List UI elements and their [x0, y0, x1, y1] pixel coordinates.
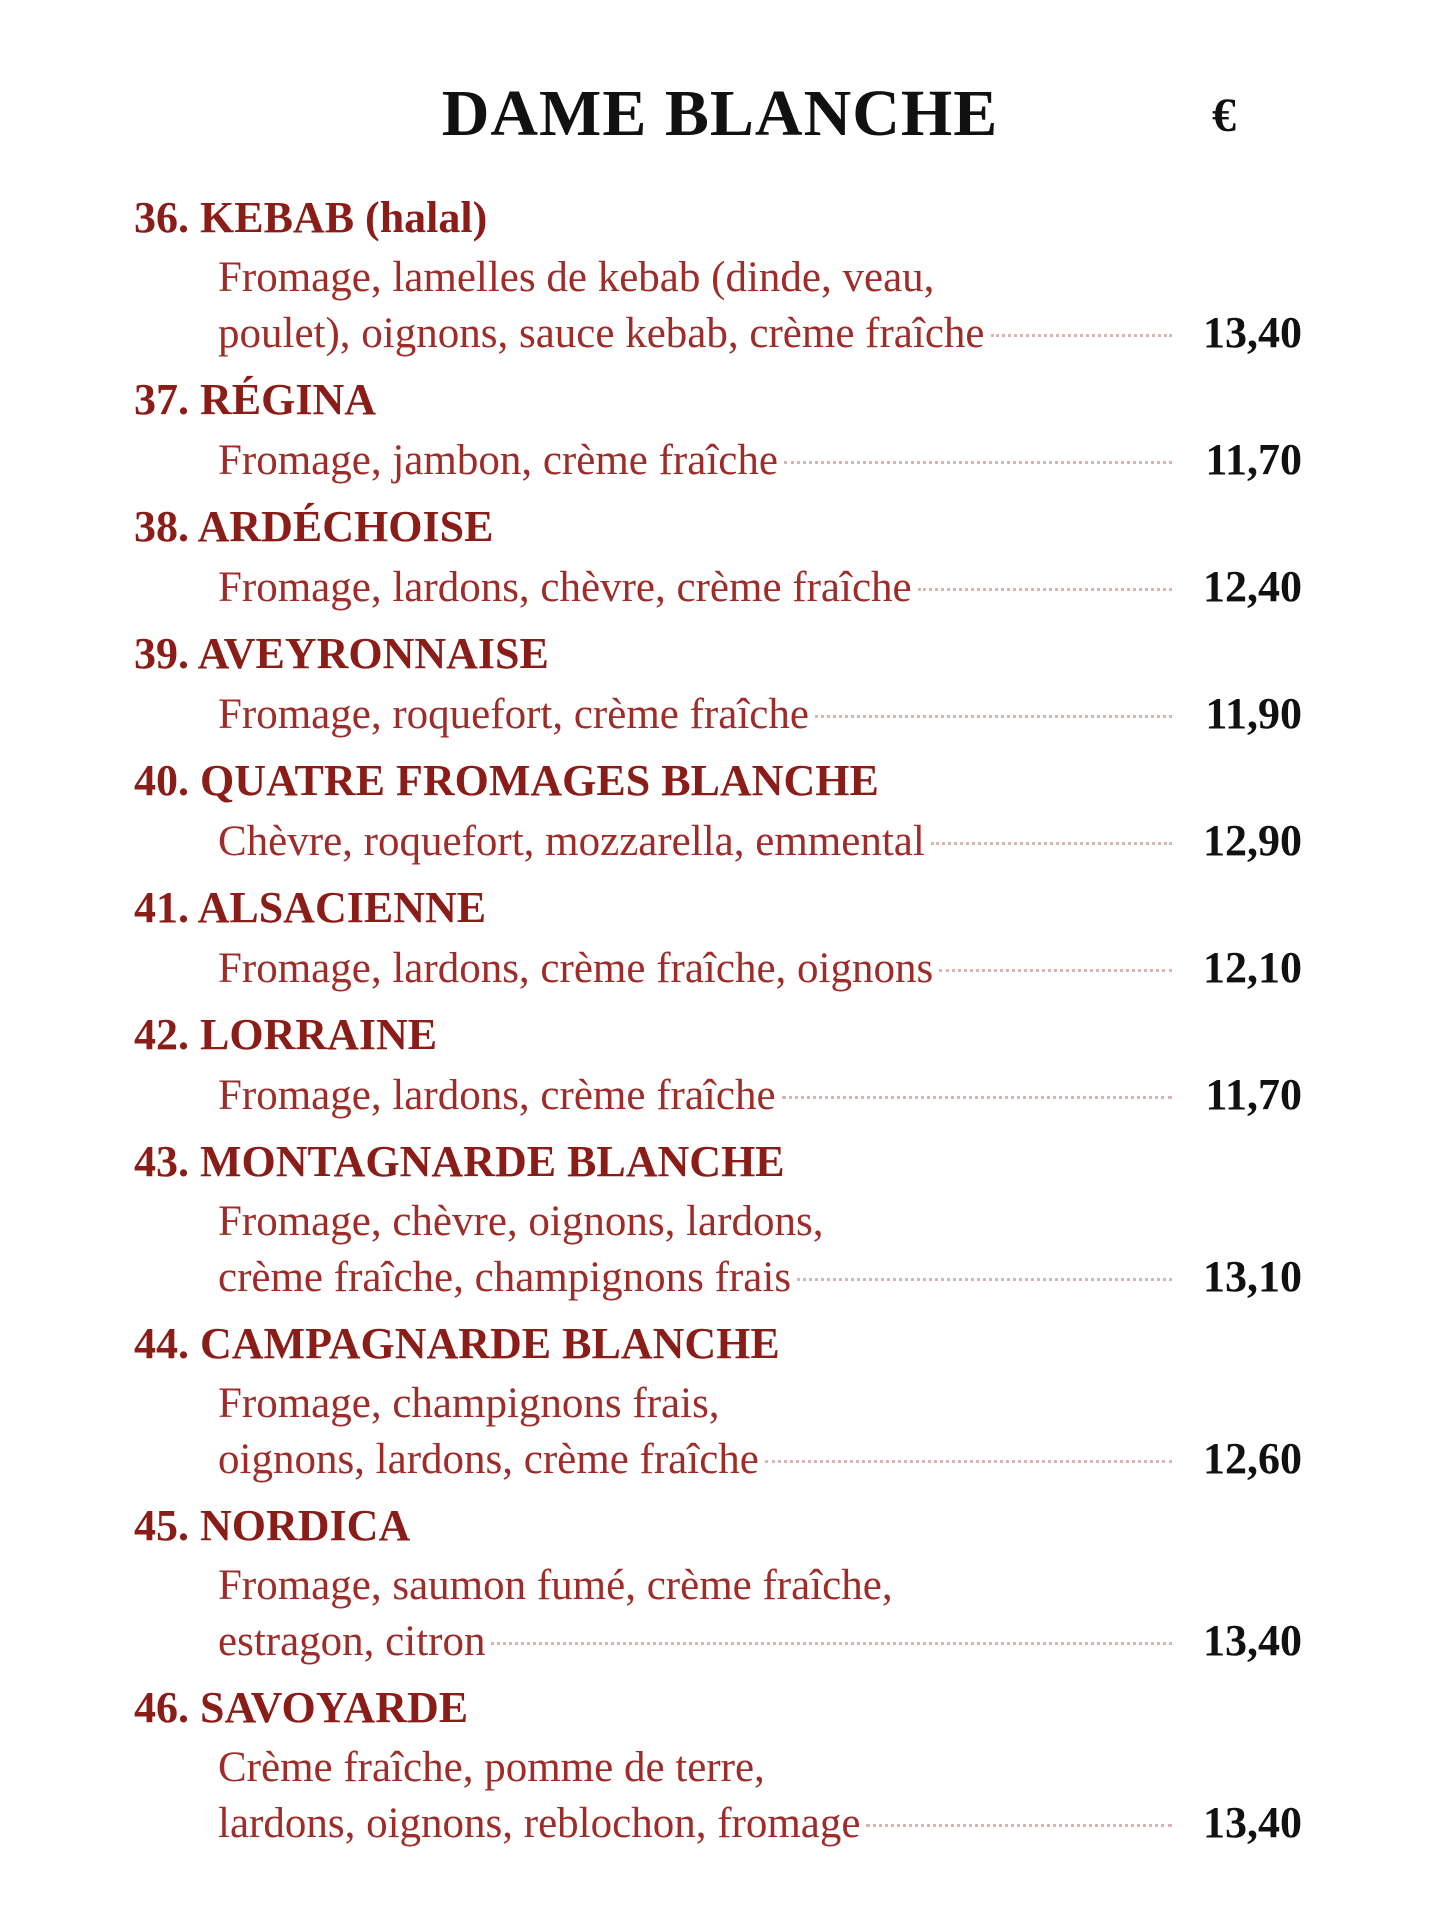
menu-item-price-line — [0, 559, 1302, 614]
menu-item-description-text: Fromage, lardons, crème fraîche, oignons — [218, 945, 934, 992]
menu-item-price: 11,90 — [1205, 689, 1302, 738]
menu-item-name: 40. QUATRE FROMAGES BLANCHE — [134, 756, 879, 805]
dot-leader — [939, 969, 1172, 972]
menu-item-price-line — [0, 813, 1302, 868]
menu-item-name: 37. RÉGINA — [134, 375, 377, 424]
menu-item-name: 43. MONTAGNARDE BLANCHE — [134, 1137, 785, 1186]
menu-item-description-text: poulet), oignons, sauce kebab, crème fraîche — [218, 310, 985, 357]
menu-item-price: 13,40 — [1203, 1798, 1302, 1847]
dot-leader — [918, 588, 1172, 591]
dot-leader — [491, 1642, 1172, 1645]
menu-item-description-text: crème fraîche, champignons frais — [218, 1254, 792, 1301]
menu-item-price-line — [0, 432, 1302, 487]
menu-item-price-line — [0, 305, 1302, 360]
menu-item-name: 44. CAMPAGNARDE BLANCHE — [134, 1319, 780, 1368]
menu-item — [0, 1003, 1440, 1122]
menu-item — [0, 368, 1440, 487]
menu-item-description-text: Chèvre, roquefort, mozzarella, emmental — [218, 818, 925, 865]
dot-leader — [866, 1824, 1172, 1827]
menu-item-name: 36. KEBAB (halal) — [134, 193, 488, 242]
menu-item-price: 11,70 — [1205, 435, 1302, 484]
menu-item-name: 42. LORRAINE — [134, 1010, 438, 1059]
dot-leader — [931, 842, 1172, 845]
menu-item-name: 38. ARDÉCHOISE — [134, 502, 494, 551]
menu-item-price-line — [0, 940, 1302, 995]
menu-item-price: 12,60 — [1203, 1434, 1302, 1483]
dot-leader — [815, 715, 1172, 718]
menu-item — [0, 876, 1440, 995]
dot-leader — [797, 1278, 1172, 1281]
menu-item — [0, 622, 1440, 741]
menu-item-description-line — [0, 1194, 1440, 1249]
menu-item-price-line — [0, 1067, 1302, 1122]
menu-item-name: 39. AVEYRONNAISE — [134, 629, 549, 678]
menu-list — [0, 186, 1440, 1850]
menu-item-name: 45. NORDICA — [134, 1501, 411, 1550]
menu-item-description-text: Fromage, lardons, crème fraîche — [218, 1072, 776, 1119]
menu-item — [0, 1312, 1440, 1486]
menu-item-price: 12,10 — [1203, 943, 1302, 992]
currency-symbol: € — [1212, 89, 1236, 142]
menu-item-description-text: Fromage, saumon fumé, crème fraîche, — [218, 1562, 893, 1609]
menu-item-price-line — [0, 1249, 1302, 1304]
menu-item-name: 41. ALSACIENNE — [134, 883, 487, 932]
menu-item — [0, 1130, 1440, 1304]
menu-title: DAME BLANCHE — [441, 77, 999, 150]
menu-item-description-text: Fromage, jambon, crème fraîche — [218, 437, 778, 484]
menu-item-price: 12,40 — [1203, 562, 1302, 611]
menu-item-name: 46. SAVOYARDE — [134, 1683, 469, 1732]
dot-leader — [765, 1460, 1172, 1463]
menu-item-price: 13,10 — [1203, 1252, 1302, 1301]
menu-item — [0, 1494, 1440, 1668]
menu-item-price-line — [0, 1795, 1302, 1850]
dot-leader — [991, 334, 1172, 337]
menu-item-price: 13,40 — [1203, 308, 1302, 357]
menu-item-description-line — [0, 1740, 1440, 1795]
menu-item — [0, 495, 1440, 614]
menu-item — [0, 1676, 1440, 1850]
menu-item-price-line — [0, 1613, 1302, 1668]
menu-item-description-text: estragon, citron — [218, 1618, 486, 1665]
menu-item-description-text: lardons, oignons, reblochon, fromage — [218, 1800, 861, 1847]
menu-item-description-line — [0, 250, 1440, 305]
menu-item-description-text: Fromage, roquefort, crème fraîche — [218, 691, 809, 738]
menu-item-price: 12,90 — [1203, 816, 1302, 865]
menu-item-description-text: Fromage, lamelles de kebab (dinde, veau, — [218, 254, 935, 301]
menu-item-description-text: Fromage, lardons, chèvre, crème fraîche — [218, 564, 912, 611]
menu-header — [0, 70, 1440, 180]
dot-leader — [784, 461, 1172, 464]
menu-item-price-line — [0, 686, 1302, 741]
menu-item-price: 11,70 — [1205, 1070, 1302, 1119]
menu-item — [0, 186, 1440, 360]
menu-item-description-text: oignons, lardons, crème fraîche — [218, 1436, 759, 1483]
menu-item-description-line — [0, 1376, 1440, 1431]
menu-item-description-text: Crème fraîche, pomme de terre, — [218, 1744, 765, 1791]
menu-item-description-line — [0, 1558, 1440, 1613]
menu-item-description-text: Fromage, chèvre, oignons, lardons, — [218, 1198, 824, 1245]
menu-item-price-line — [0, 1431, 1302, 1486]
dot-leader — [782, 1096, 1172, 1099]
menu-item-price: 13,40 — [1203, 1616, 1302, 1665]
menu-item — [0, 749, 1440, 868]
menu-item-description-text: Fromage, champignons frais, — [218, 1380, 720, 1427]
